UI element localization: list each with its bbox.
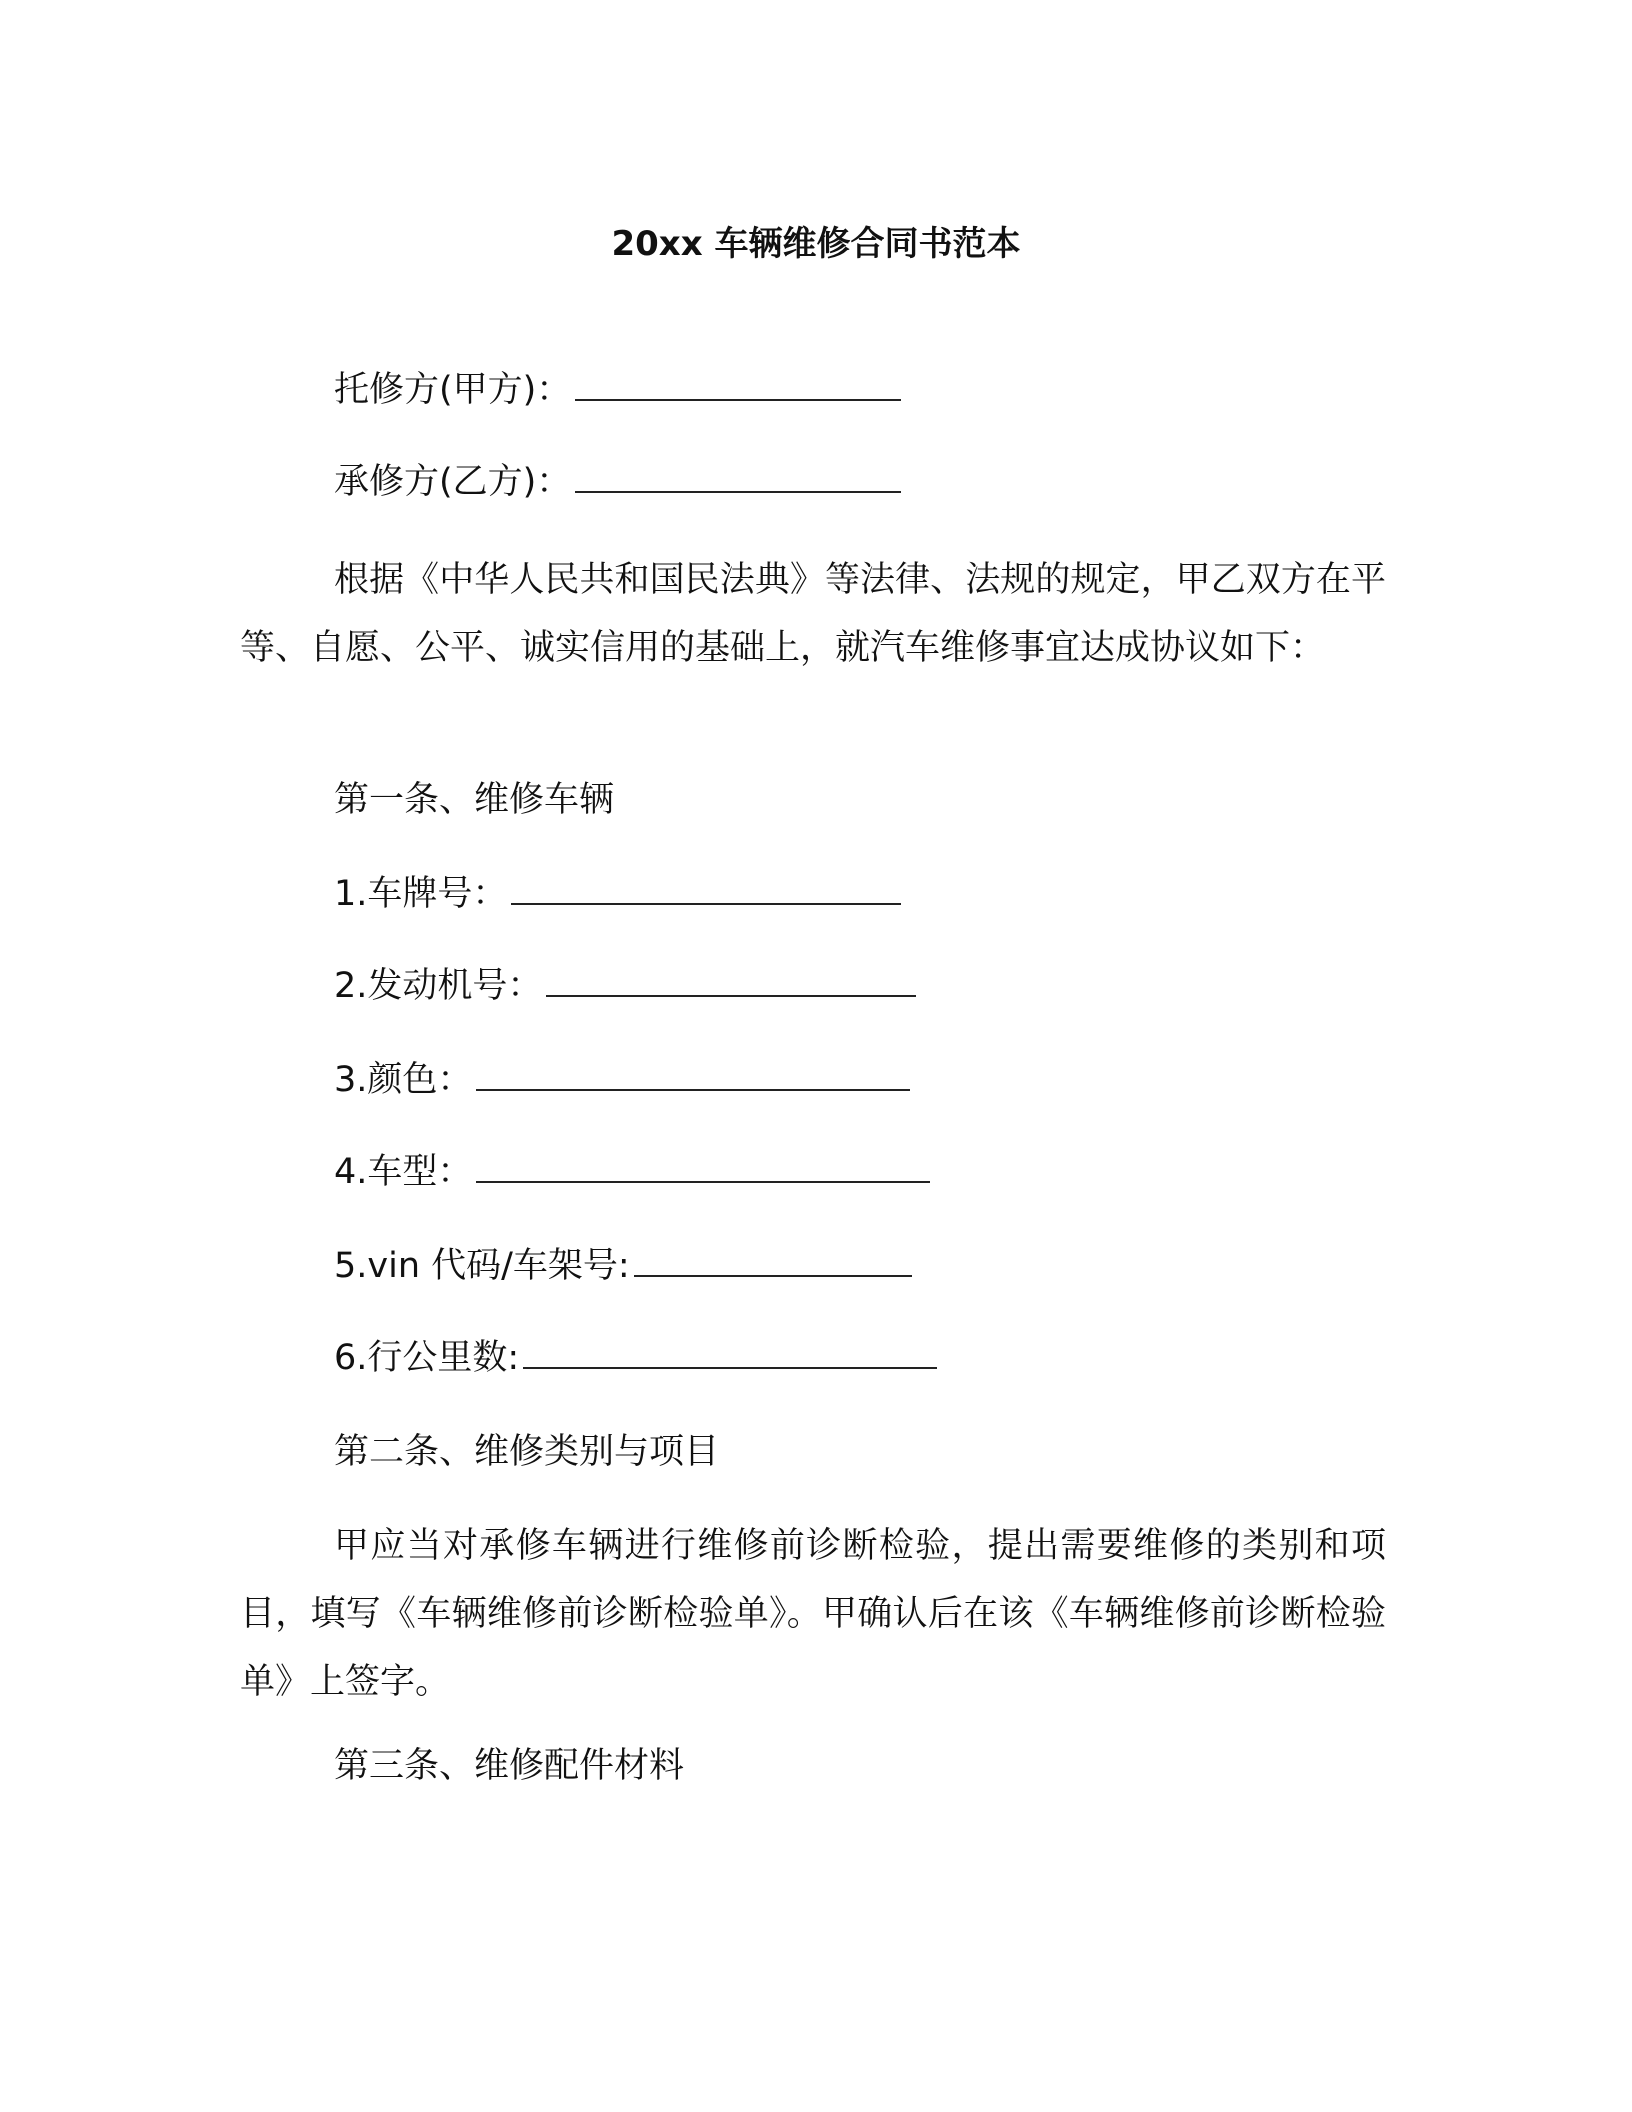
model-blank[interactable]	[476, 1151, 930, 1183]
vehicle-item-label: 3.颜色：	[334, 1060, 473, 1100]
article2-paragraph: 甲应当对承修车辆进行维修前诊断检验，提出需要维修的类别和项目，填写《车辆维修前诊断检验单》。甲确认后在该《车辆维修前诊断检验单》上签字。	[240, 1526, 1386, 1702]
party-b-label: 承修方(乙方)：	[334, 462, 572, 502]
article1-heading: 第一条、维修车辆	[334, 780, 615, 820]
party-b-blank[interactable]	[575, 461, 901, 493]
article3-heading: 第三条、维修配件材料	[334, 1746, 685, 1786]
vehicle-item-engine	[334, 964, 916, 1008]
color-blank[interactable]	[476, 1059, 910, 1091]
vehicle-item-label: 4.车型：	[334, 1152, 473, 1192]
mileage-blank[interactable]	[523, 1337, 937, 1369]
vehicle-item-label: 2.发动机号：	[334, 966, 543, 1006]
vehicle-item-plate	[334, 872, 901, 916]
party-a-blank[interactable]	[575, 369, 901, 401]
vehicle-item-label: 6.行公里数:	[334, 1338, 520, 1378]
document-title: 20xx 车辆维修合同书范本	[611, 224, 1021, 264]
vehicle-item-model	[334, 1150, 930, 1194]
party-a-label: 托修方(甲方)：	[334, 370, 572, 410]
party-a-line	[334, 368, 901, 412]
vehicle-item-mileage	[334, 1336, 937, 1380]
vehicle-item-label: 5.vin 代码/车架号:	[334, 1246, 630, 1286]
party-b-line	[334, 460, 901, 504]
plate-blank[interactable]	[511, 873, 901, 905]
intro-paragraph: 根据《中华人民共和国民法典》等法律、法规的规定，甲乙双方在平等、自愿、公平、诚实信用的基础上，就汽车维修事宜达成协议如下：	[240, 560, 1386, 668]
vehicle-item-color	[334, 1058, 910, 1102]
vehicle-item-label: 1.车牌号：	[334, 874, 508, 914]
article2-heading: 第二条、维修类别与项目	[334, 1432, 720, 1472]
vin-blank[interactable]	[634, 1245, 912, 1277]
engine-blank[interactable]	[546, 965, 916, 997]
vehicle-item-vin	[334, 1244, 912, 1288]
